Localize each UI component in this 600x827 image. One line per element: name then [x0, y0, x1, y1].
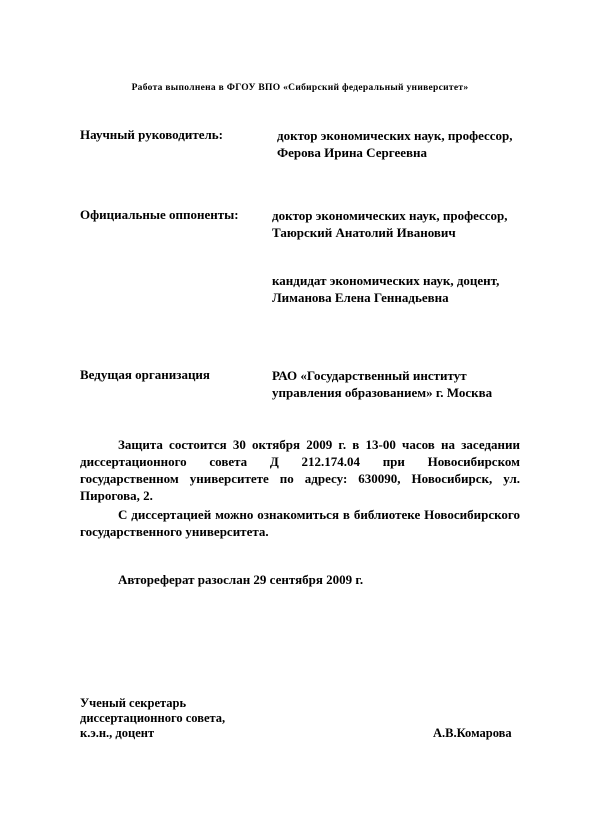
opponent-second-name: Лиманова Елена Геннадьевна — [272, 290, 449, 305]
supervisor-label: Научный руководитель: — [80, 127, 223, 142]
leading-org-label: Ведущая организация — [80, 367, 210, 382]
secretary-title: Ученый секретарь — [80, 696, 187, 710]
abstract-sent-line: Автореферат разослан 29 сентября 2009 г. — [118, 572, 364, 587]
opponent-first-name: Таюрский Анатолий Иванович — [272, 225, 456, 240]
secretary-name: А.В.Комарова — [433, 726, 512, 740]
opponent-second — [272, 272, 499, 306]
leading-org-value — [272, 367, 492, 401]
secretary-block — [80, 696, 225, 741]
supervisor-name: Ферова Ирина Сергеевна — [277, 145, 428, 160]
library-paragraph: С диссертацией можно ознакомиться в библиотеке Новосибирского государственного университета. — [80, 507, 520, 539]
opponent-first-degree: доктор экономических наук, профессор, — [272, 208, 508, 223]
leading-org-line-1: РАО «Государственный институт — [272, 368, 467, 383]
supervisor-degree: доктор экономических наук, профессор, — [277, 128, 513, 143]
opponents-label: Официальные оппоненты: — [80, 207, 239, 222]
leading-org-line-2: управления образованием» г. Москва — [272, 385, 493, 400]
opponent-first — [272, 207, 508, 241]
page-header: Работа выполнена в ФГОУ ВПО «Сибирский федеральный университет» — [131, 83, 469, 93]
defense-paragraph: Защита состоится 30 октября 2009 г. в 13-00 часов на заседании диссертационного совета Д 212.174.04 при Новосибирском государственном университете по адресу: 630090, Новосибирск, ул. Пирогова, 2. — [80, 437, 520, 503]
supervisor-value — [277, 127, 513, 161]
opponent-second-degree: кандидат экономических наук, доцент, — [272, 273, 500, 288]
secretary-degree: к.э.н., доцент — [80, 726, 155, 740]
secretary-council: диссертационного совета, — [80, 711, 226, 725]
